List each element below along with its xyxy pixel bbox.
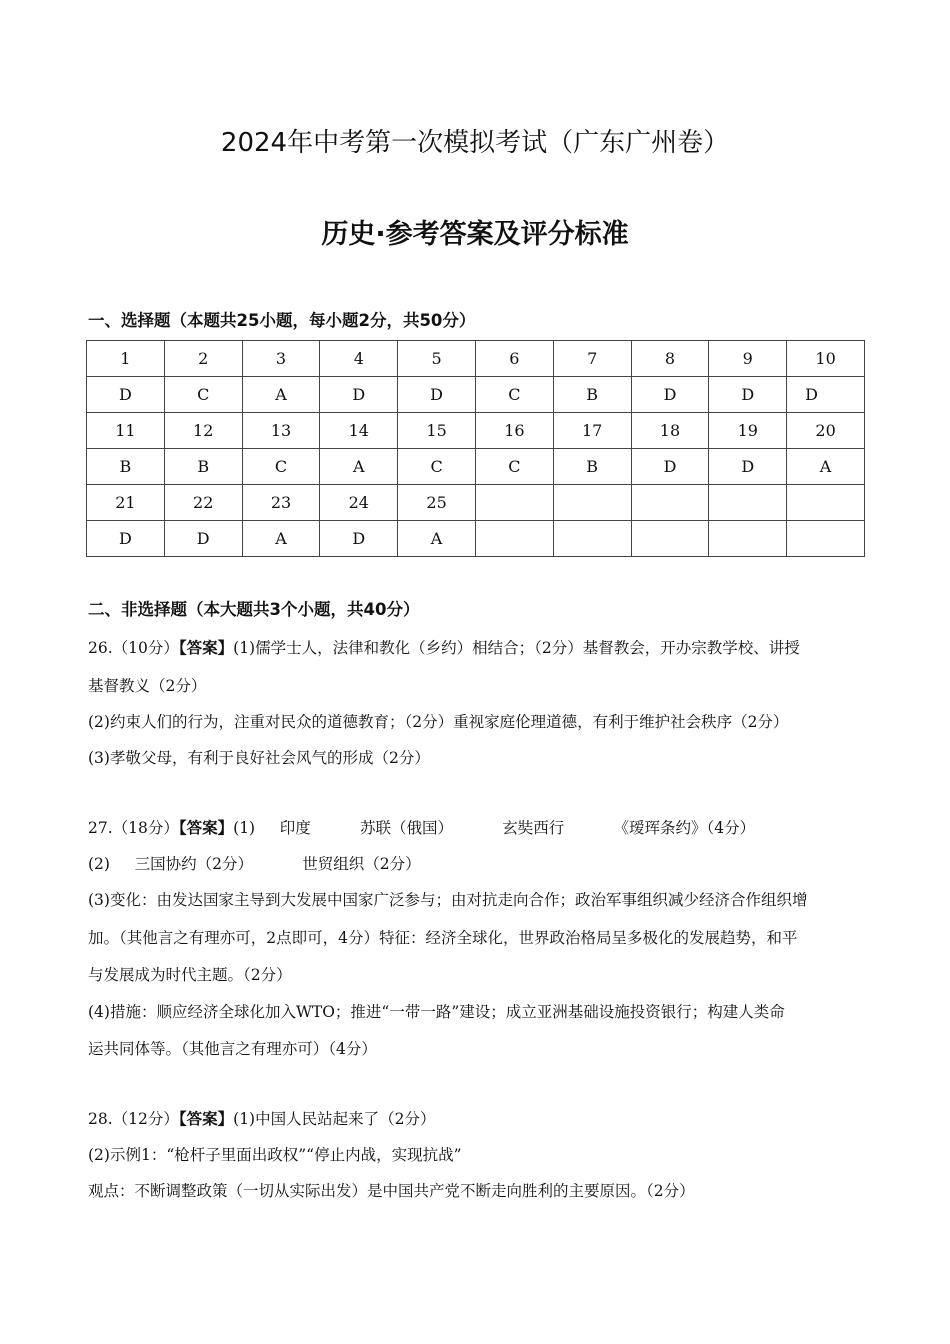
table-cell: D (320, 377, 398, 413)
table-cell: 10 (787, 341, 865, 377)
table-cell: 6 (475, 341, 553, 377)
table-cell: 7 (553, 341, 631, 377)
table-cell: 13 (242, 413, 320, 449)
table-cell: 17 (553, 413, 631, 449)
table-cell (553, 485, 631, 521)
table-cell: D (709, 449, 787, 485)
table-cell: 21 (87, 485, 165, 521)
table-cell: 8 (631, 341, 709, 377)
table-cell: 11 (87, 413, 165, 449)
table-cell: C (242, 449, 320, 485)
q27-text: (1) 印度 苏联（俄国） 玄奘西行 《瑷珲条约》（4分） (233, 819, 756, 837)
table-cell: B (164, 449, 242, 485)
q28-line-3: 观点：不断调整政策（一切从实际出发）是中国共产党不断走向胜利的主要原因。（2分） (88, 1182, 695, 1200)
table-cell: C (475, 377, 553, 413)
q27-number: 27.（18分） (88, 819, 179, 837)
table-cell: C (164, 377, 242, 413)
table-cell: 22 (164, 485, 242, 521)
table-cell: D (87, 377, 165, 413)
table-row (87, 449, 865, 485)
table-cell: D (709, 377, 787, 413)
table-cell: B (87, 449, 165, 485)
table-cell (475, 485, 553, 521)
q27-line-2: (2) 三国协约（2分） 世贸组织（2分） (88, 855, 421, 873)
table-cell: 23 (242, 485, 320, 521)
q27-line-5: 与发展成为时代主题。（2分） (88, 966, 292, 984)
table-row (87, 521, 865, 557)
table-cell: D (631, 377, 709, 413)
table-cell: 24 (320, 485, 398, 521)
answer-table (86, 340, 865, 557)
table-cell: 25 (398, 485, 476, 521)
table-cell (787, 521, 865, 557)
q28-line-1 (88, 1107, 435, 1129)
table-cell: 18 (631, 413, 709, 449)
table-cell: 1 (87, 341, 165, 377)
table-cell: D (320, 521, 398, 557)
table-cell (553, 521, 631, 557)
table-cell: A (242, 377, 320, 413)
table-cell: C (475, 449, 553, 485)
table-cell: 14 (320, 413, 398, 449)
section-heading-choice: 一、选择题（本题共25小题，每小题2分，共50分） (88, 311, 476, 330)
document-title: 2024年中考第一次模拟考试（广东广州卷） (220, 128, 730, 158)
table-cell (709, 485, 787, 521)
q27-line-6: (4)措施：顺应经济全球化加入WTO；推进“一带一路”建设；成立亚洲基础设施投资银行；构建人类命 (88, 1003, 785, 1021)
table-cell: A (320, 449, 398, 485)
answer-tag: 【答案】 (178, 818, 234, 837)
q28-number: 28.（12分） (88, 1110, 179, 1128)
table-cell (631, 485, 709, 521)
q27-line-1 (88, 816, 755, 838)
table-cell: C (398, 449, 476, 485)
table-cell: 4 (320, 341, 398, 377)
table-cell: D (164, 521, 242, 557)
table-cell: D (787, 377, 865, 413)
q26-number: 26.（10分） (88, 639, 179, 657)
table-cell: D (398, 377, 476, 413)
table-cell: D (631, 449, 709, 485)
q27-line-3: (3)变化：由发达国家主导到大发展中国家广泛参与；由对抗走向合作；政治军事组织减少经济合作组织增 (88, 891, 808, 909)
answer-tag: 【答案】 (178, 638, 234, 657)
q27-line-4: 加。（其他言之有理亦可，2点即可，4分）特征：经济全球化，世界政治格局呈多极化的发展趋势，和平 (88, 929, 798, 947)
table-row (87, 485, 865, 521)
table-cell: B (553, 377, 631, 413)
q27-line-7: 运共同体等。（其他言之有理亦可）（4分） (88, 1040, 377, 1058)
table-cell: 15 (398, 413, 476, 449)
table-cell (631, 521, 709, 557)
table-cell: 3 (242, 341, 320, 377)
table-cell: 19 (709, 413, 787, 449)
table-cell: A (398, 521, 476, 557)
table-row (87, 413, 865, 449)
q26-line-2: 基督教义（2分） (88, 677, 207, 695)
table-cell: B (553, 449, 631, 485)
table-cell: 16 (475, 413, 553, 449)
table-row (87, 377, 865, 413)
table-row (87, 341, 865, 377)
table-cell: D (87, 521, 165, 557)
table-cell: 12 (164, 413, 242, 449)
q26-line-1 (88, 636, 800, 658)
table-cell: 2 (164, 341, 242, 377)
table-cell: A (787, 449, 865, 485)
section-heading-nonchoice: 二、非选择题（本大题共3个小题，共40分） (88, 600, 420, 619)
document-subtitle: 历史·参考答案及评分标准 (321, 219, 629, 250)
table-cell (475, 521, 553, 557)
q26-line-3: (2)约束人们的行为，注重对民众的道德教育；（2分）重视家庭伦理道德，有利于维护社会秩序（2分） (88, 713, 789, 731)
q28-line-2: (2)示例1：“枪杆子里面出政权”“停止内战，实现抗战” (88, 1146, 462, 1164)
table-cell: 20 (787, 413, 865, 449)
q26-text: (1)儒学士人，法律和教化（乡约）相结合；（2分）基督教会，开办宗教学校、讲授 (233, 639, 800, 657)
answer-tag: 【答案】 (178, 1109, 234, 1128)
table-cell: 9 (709, 341, 787, 377)
q28-text: (1)中国人民站起来了（2分） (233, 1110, 436, 1128)
q26-line-4: (3)孝敬父母，有利于良好社会风气的形成（2分） (88, 749, 430, 767)
table-cell: A (242, 521, 320, 557)
table-cell: 5 (398, 341, 476, 377)
table-cell (787, 485, 865, 521)
table-cell (709, 521, 787, 557)
